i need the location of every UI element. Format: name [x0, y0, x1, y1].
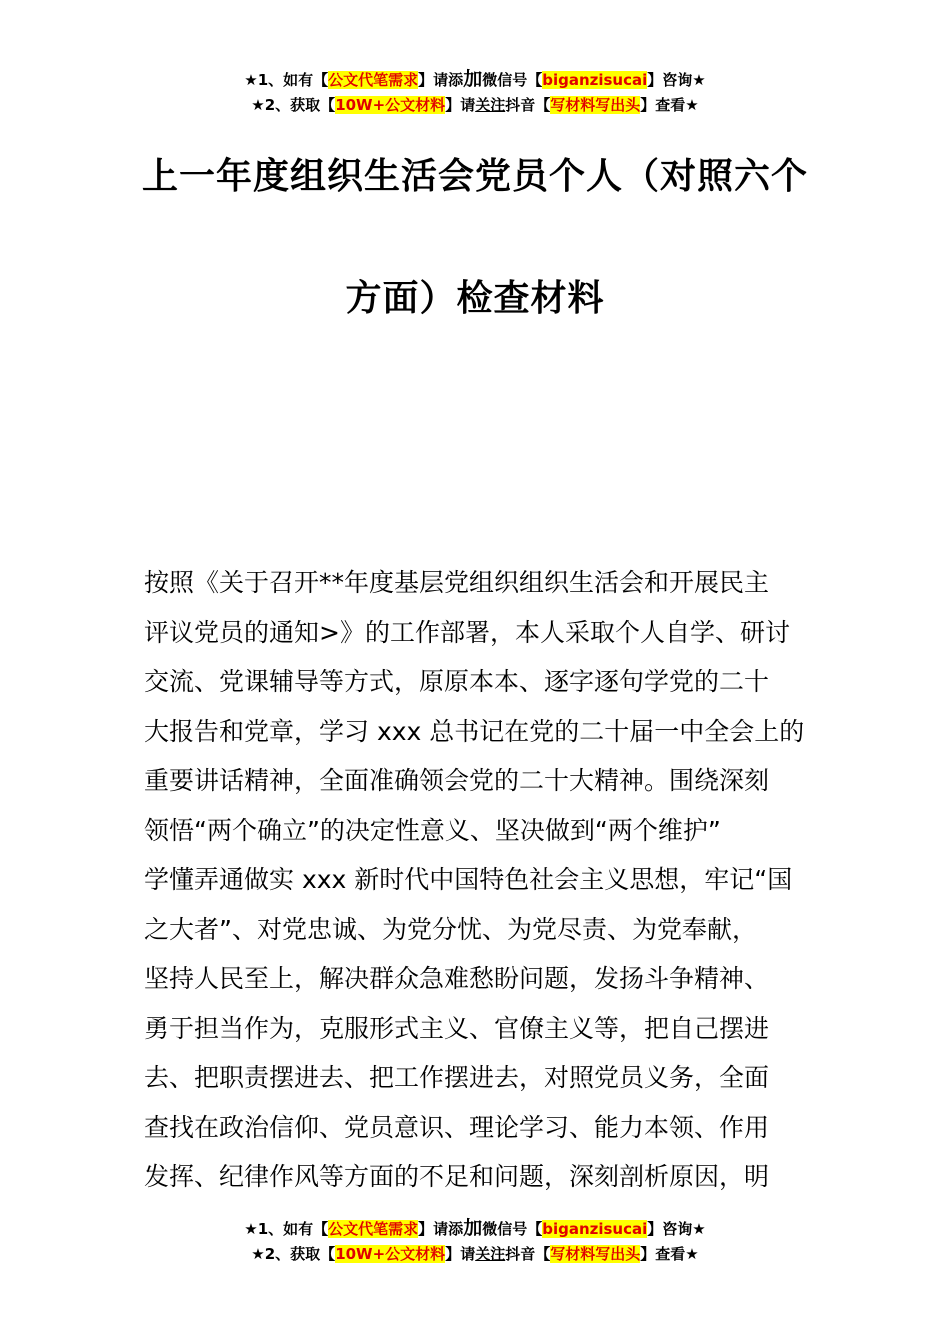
body-line: 重要讲话精神，全面准确领会党的二十大精神。围绕深刻 [144, 766, 770, 795]
body-line: 勇于担当作为，克服形式主义、官僚主义等，把自己摆进 [144, 1013, 770, 1043]
document-title-line-2: 方面）检查材料 [345, 278, 605, 319]
highlight-douyin-account: 写材料写出头 [550, 1245, 641, 1263]
body-line: 领悟“两个确立”的决定性意义、坚决做到“两个维护” [144, 815, 721, 845]
body-line: 坚持人民至上，解决群众急难愁盼问题，发扬斗争精神、 [144, 964, 770, 993]
body-line: 学懂弄通做实 xxx 新时代中国特色社会主义思想，牢记“国 [144, 865, 793, 894]
highlight-materials: 10W+公文材料 [335, 1245, 446, 1263]
promo-line-2: ★2、获取【10W+公文材料】请关注抖音【写材料写出头】查看★ [251, 96, 699, 114]
body-line: 大报告和党章，学习 xxx 总书记在党的二十届一中全会上的 [144, 716, 805, 746]
promo-banner-bottom [0, 1216, 950, 1267]
highlight-wechat-id: biganzisucai [542, 71, 648, 89]
promo-line-1: ★1、如有【公文代笔需求】请添加微信号【biganzisucai】咨询★ [244, 1217, 706, 1239]
highlight-materials: 10W+公文材料 [335, 96, 446, 114]
document-body [144, 558, 810, 1202]
body-line: 去、把职责摆进去、把工作摆进去，对照党员义务，全面 [144, 1063, 770, 1092]
promo-banner-top [0, 67, 950, 118]
document-title-line-1: 上一年度组织生活会党员个人（对照六个 [141, 156, 808, 197]
promo-line-1: ★1、如有【公文代笔需求】请添加微信号【biganzisucai】咨询★ [244, 68, 706, 90]
body-line: 查找在政治信仰、党员意识、理论学习、能力本领、作用 [144, 1112, 770, 1142]
body-line: 交流、党课辅导等方式，原原本本、逐字逐句学党的二十 [144, 667, 770, 696]
body-line: 之大者”、对党忠诚、为党分忧、为党尽责、为党奉献， [144, 914, 757, 944]
body-line: 按照《关于召开**年度基层党组织组织生活会和开展民主 [144, 568, 770, 597]
body-line: 发挥、纪律作风等方面的不足和问题，深刻剖析原因，明 [144, 1162, 770, 1191]
promo-line-2: ★2、获取【10W+公文材料】请关注抖音【写材料写出头】查看★ [251, 1245, 699, 1263]
body-line: 评议党员的通知>》的工作部署，本人采取个人自学、研讨 [144, 617, 790, 647]
highlight-wechat-id: biganzisucai [542, 1220, 648, 1238]
highlight-douyin-account: 写材料写出头 [550, 96, 641, 114]
highlight-service: 公文代笔需求 [328, 1220, 419, 1238]
highlight-service: 公文代笔需求 [328, 71, 419, 89]
